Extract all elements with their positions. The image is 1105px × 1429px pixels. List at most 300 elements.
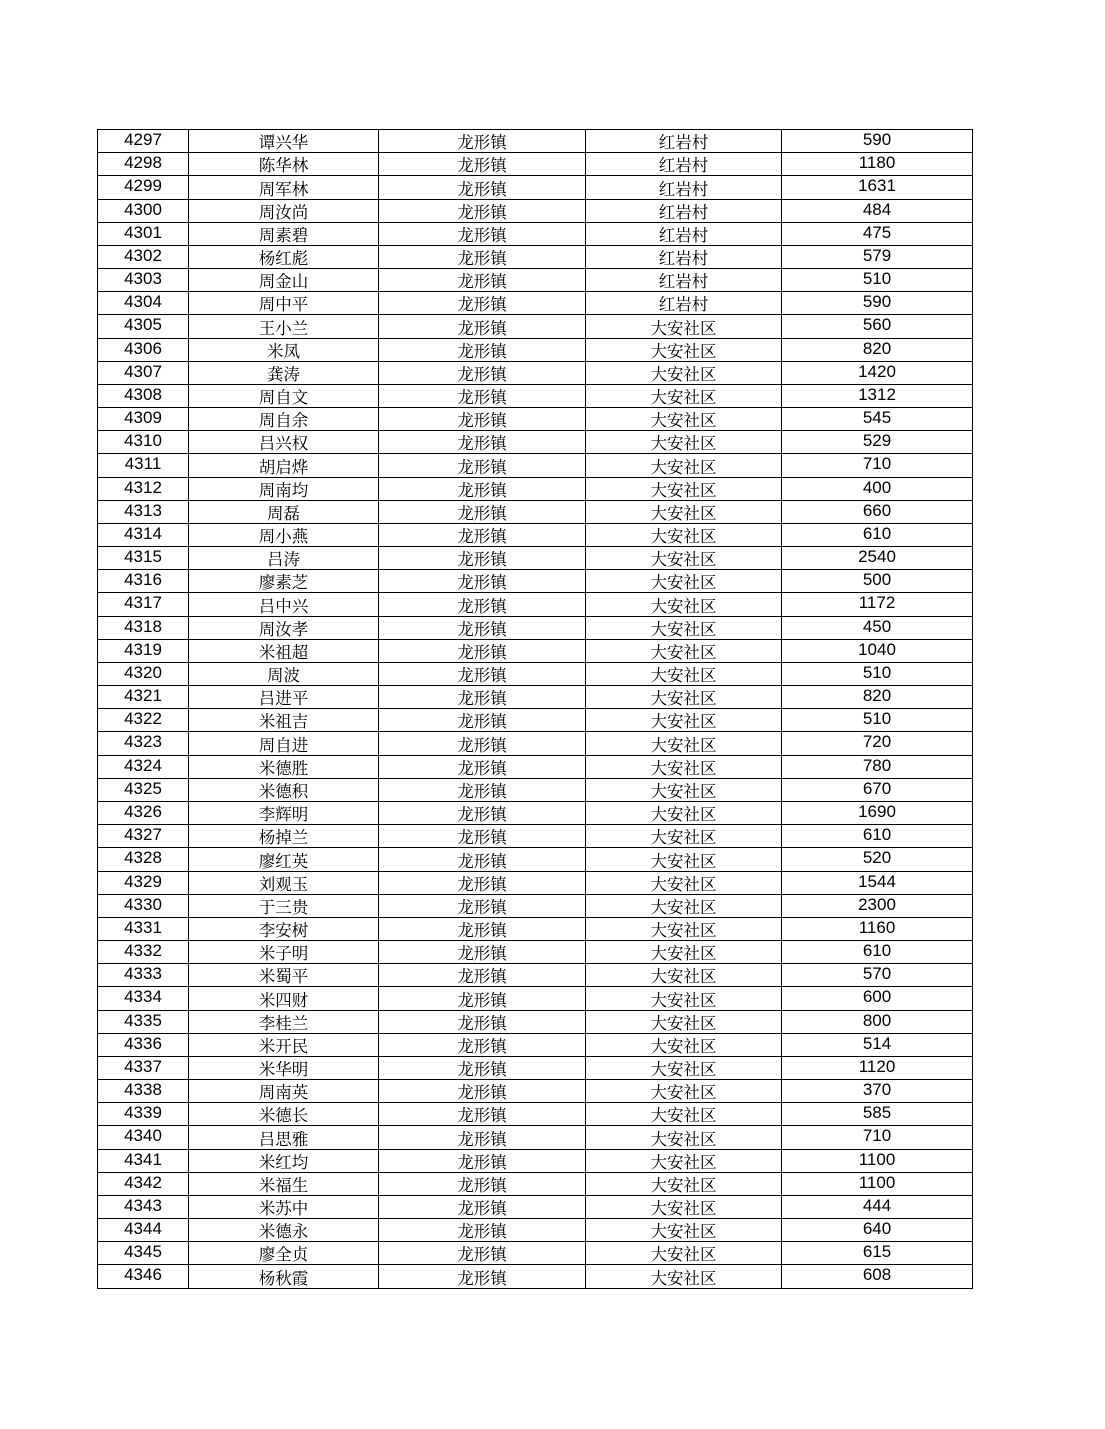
village-cell: 大安社区 bbox=[586, 1103, 782, 1126]
row-number-cell: 4337 bbox=[98, 1056, 189, 1079]
village-cell: 大安社区 bbox=[586, 801, 782, 824]
table-row bbox=[98, 1219, 973, 1242]
row-number-cell: 4315 bbox=[98, 547, 189, 570]
name-cell: 周自进 bbox=[189, 732, 379, 755]
row-number-cell: 4300 bbox=[98, 199, 189, 222]
amount-cell: 450 bbox=[782, 616, 973, 639]
amount-cell: 710 bbox=[782, 454, 973, 477]
table-row bbox=[98, 454, 973, 477]
table-row bbox=[98, 662, 973, 685]
name-cell: 吕进平 bbox=[189, 686, 379, 709]
town-cell: 龙形镇 bbox=[379, 801, 586, 824]
village-cell: 大安社区 bbox=[586, 1126, 782, 1149]
town-cell: 龙形镇 bbox=[379, 199, 586, 222]
name-cell: 周磊 bbox=[189, 500, 379, 523]
village-cell: 红岩村 bbox=[586, 269, 782, 292]
name-cell: 李安树 bbox=[189, 917, 379, 940]
amount-cell: 1312 bbox=[782, 384, 973, 407]
amount-cell: 1120 bbox=[782, 1056, 973, 1079]
name-cell: 吕思雅 bbox=[189, 1126, 379, 1149]
town-cell: 龙形镇 bbox=[379, 1172, 586, 1195]
row-number-cell: 4319 bbox=[98, 639, 189, 662]
town-cell: 龙形镇 bbox=[379, 778, 586, 801]
row-number-cell: 4310 bbox=[98, 431, 189, 454]
town-cell: 龙形镇 bbox=[379, 454, 586, 477]
name-cell: 周金山 bbox=[189, 269, 379, 292]
row-number-cell: 4327 bbox=[98, 825, 189, 848]
table-row bbox=[98, 778, 973, 801]
table-row bbox=[98, 431, 973, 454]
name-cell: 王小兰 bbox=[189, 315, 379, 338]
amount-cell: 510 bbox=[782, 709, 973, 732]
village-cell: 大安社区 bbox=[586, 593, 782, 616]
name-cell: 周波 bbox=[189, 662, 379, 685]
town-cell: 龙形镇 bbox=[379, 1010, 586, 1033]
name-cell: 米开民 bbox=[189, 1033, 379, 1056]
amount-cell: 820 bbox=[782, 338, 973, 361]
town-cell: 龙形镇 bbox=[379, 477, 586, 500]
town-cell: 龙形镇 bbox=[379, 1103, 586, 1126]
amount-cell: 590 bbox=[782, 130, 973, 153]
table-row bbox=[98, 1126, 973, 1149]
row-number-cell: 4338 bbox=[98, 1080, 189, 1103]
name-cell: 吕兴权 bbox=[189, 431, 379, 454]
amount-cell: 670 bbox=[782, 778, 973, 801]
table-row bbox=[98, 292, 973, 315]
table-row bbox=[98, 315, 973, 338]
row-number-cell: 4307 bbox=[98, 361, 189, 384]
village-cell: 大安社区 bbox=[586, 964, 782, 987]
village-cell: 大安社区 bbox=[586, 477, 782, 500]
table-row bbox=[98, 964, 973, 987]
amount-cell: 585 bbox=[782, 1103, 973, 1126]
name-cell: 吕中兴 bbox=[189, 593, 379, 616]
table-row bbox=[98, 987, 973, 1010]
name-cell: 米蜀平 bbox=[189, 964, 379, 987]
amount-cell: 400 bbox=[782, 477, 973, 500]
amount-cell: 600 bbox=[782, 987, 973, 1010]
town-cell: 龙形镇 bbox=[379, 269, 586, 292]
table-row bbox=[98, 500, 973, 523]
name-cell: 周汝尚 bbox=[189, 199, 379, 222]
village-cell: 大安社区 bbox=[586, 686, 782, 709]
town-cell: 龙形镇 bbox=[379, 130, 586, 153]
row-number-cell: 4314 bbox=[98, 523, 189, 546]
village-cell: 大安社区 bbox=[586, 1010, 782, 1033]
row-number-cell: 4326 bbox=[98, 801, 189, 824]
town-cell: 龙形镇 bbox=[379, 639, 586, 662]
row-number-cell: 4313 bbox=[98, 500, 189, 523]
table-row bbox=[98, 1195, 973, 1218]
amount-cell: 444 bbox=[782, 1195, 973, 1218]
amount-cell: 510 bbox=[782, 662, 973, 685]
table-row bbox=[98, 639, 973, 662]
village-cell: 红岩村 bbox=[586, 245, 782, 268]
name-cell: 米华明 bbox=[189, 1056, 379, 1079]
amount-cell: 510 bbox=[782, 269, 973, 292]
village-cell: 大安社区 bbox=[586, 639, 782, 662]
row-number-cell: 4342 bbox=[98, 1172, 189, 1195]
town-cell: 龙形镇 bbox=[379, 315, 586, 338]
amount-cell: 579 bbox=[782, 245, 973, 268]
table-row bbox=[98, 616, 973, 639]
name-cell: 胡启烨 bbox=[189, 454, 379, 477]
name-cell: 于三贵 bbox=[189, 894, 379, 917]
town-cell: 龙形镇 bbox=[379, 500, 586, 523]
table-row bbox=[98, 801, 973, 824]
amount-cell: 1172 bbox=[782, 593, 973, 616]
name-cell: 廖红英 bbox=[189, 848, 379, 871]
village-cell: 大安社区 bbox=[586, 1149, 782, 1172]
amount-cell: 475 bbox=[782, 222, 973, 245]
row-number-cell: 4304 bbox=[98, 292, 189, 315]
town-cell: 龙形镇 bbox=[379, 570, 586, 593]
data-table bbox=[97, 129, 973, 1289]
row-number-cell: 4346 bbox=[98, 1265, 189, 1288]
town-cell: 龙形镇 bbox=[379, 871, 586, 894]
name-cell: 杨红彪 bbox=[189, 245, 379, 268]
name-cell: 周军林 bbox=[189, 176, 379, 199]
table-row bbox=[98, 894, 973, 917]
amount-cell: 800 bbox=[782, 1010, 973, 1033]
name-cell: 周小燕 bbox=[189, 523, 379, 546]
amount-cell: 484 bbox=[782, 199, 973, 222]
village-cell: 大安社区 bbox=[586, 1219, 782, 1242]
table-row bbox=[98, 871, 973, 894]
name-cell: 米祖吉 bbox=[189, 709, 379, 732]
village-cell: 红岩村 bbox=[586, 222, 782, 245]
row-number-cell: 4343 bbox=[98, 1195, 189, 1218]
row-number-cell: 4324 bbox=[98, 755, 189, 778]
table-row bbox=[98, 338, 973, 361]
amount-cell: 610 bbox=[782, 523, 973, 546]
town-cell: 龙形镇 bbox=[379, 941, 586, 964]
village-cell: 大安社区 bbox=[586, 1265, 782, 1288]
row-number-cell: 4302 bbox=[98, 245, 189, 268]
row-number-cell: 4335 bbox=[98, 1010, 189, 1033]
row-number-cell: 4334 bbox=[98, 987, 189, 1010]
table-body bbox=[98, 130, 973, 1289]
table-row bbox=[98, 199, 973, 222]
name-cell: 米德积 bbox=[189, 778, 379, 801]
row-number-cell: 4340 bbox=[98, 1126, 189, 1149]
table-row bbox=[98, 1149, 973, 1172]
town-cell: 龙形镇 bbox=[379, 176, 586, 199]
name-cell: 周中平 bbox=[189, 292, 379, 315]
name-cell: 李辉明 bbox=[189, 801, 379, 824]
village-cell: 大安社区 bbox=[586, 871, 782, 894]
amount-cell: 590 bbox=[782, 292, 973, 315]
table-row bbox=[98, 384, 973, 407]
name-cell: 周南英 bbox=[189, 1080, 379, 1103]
amount-cell: 610 bbox=[782, 825, 973, 848]
table-row bbox=[98, 1010, 973, 1033]
amount-cell: 2540 bbox=[782, 547, 973, 570]
amount-cell: 2300 bbox=[782, 894, 973, 917]
town-cell: 龙形镇 bbox=[379, 547, 586, 570]
amount-cell: 1100 bbox=[782, 1149, 973, 1172]
table-row bbox=[98, 686, 973, 709]
name-cell: 谭兴华 bbox=[189, 130, 379, 153]
amount-cell: 560 bbox=[782, 315, 973, 338]
name-cell: 周自文 bbox=[189, 384, 379, 407]
name-cell: 米祖超 bbox=[189, 639, 379, 662]
amount-cell: 514 bbox=[782, 1033, 973, 1056]
town-cell: 龙形镇 bbox=[379, 686, 586, 709]
amount-cell: 500 bbox=[782, 570, 973, 593]
village-cell: 红岩村 bbox=[586, 292, 782, 315]
town-cell: 龙形镇 bbox=[379, 1219, 586, 1242]
name-cell: 龚涛 bbox=[189, 361, 379, 384]
village-cell: 大安社区 bbox=[586, 1172, 782, 1195]
amount-cell: 1040 bbox=[782, 639, 973, 662]
name-cell: 廖全贞 bbox=[189, 1242, 379, 1265]
village-cell: 大安社区 bbox=[586, 848, 782, 871]
table-row bbox=[98, 408, 973, 431]
amount-cell: 720 bbox=[782, 732, 973, 755]
row-number-cell: 4344 bbox=[98, 1219, 189, 1242]
town-cell: 龙形镇 bbox=[379, 245, 586, 268]
village-cell: 大安社区 bbox=[586, 1033, 782, 1056]
table-row bbox=[98, 755, 973, 778]
town-cell: 龙形镇 bbox=[379, 848, 586, 871]
town-cell: 龙形镇 bbox=[379, 662, 586, 685]
row-number-cell: 4339 bbox=[98, 1103, 189, 1126]
name-cell: 李桂兰 bbox=[189, 1010, 379, 1033]
town-cell: 龙形镇 bbox=[379, 1056, 586, 1079]
table-row bbox=[98, 825, 973, 848]
town-cell: 龙形镇 bbox=[379, 964, 586, 987]
row-number-cell: 4325 bbox=[98, 778, 189, 801]
table-row bbox=[98, 269, 973, 292]
row-number-cell: 4320 bbox=[98, 662, 189, 685]
village-cell: 大安社区 bbox=[586, 616, 782, 639]
name-cell: 米子明 bbox=[189, 941, 379, 964]
row-number-cell: 4311 bbox=[98, 454, 189, 477]
village-cell: 大安社区 bbox=[586, 431, 782, 454]
name-cell: 周南均 bbox=[189, 477, 379, 500]
amount-cell: 1180 bbox=[782, 153, 973, 176]
row-number-cell: 4316 bbox=[98, 570, 189, 593]
amount-cell: 1690 bbox=[782, 801, 973, 824]
row-number-cell: 4332 bbox=[98, 941, 189, 964]
amount-cell: 1631 bbox=[782, 176, 973, 199]
table-row bbox=[98, 1172, 973, 1195]
amount-cell: 1544 bbox=[782, 871, 973, 894]
village-cell: 大安社区 bbox=[586, 570, 782, 593]
town-cell: 龙形镇 bbox=[379, 616, 586, 639]
row-number-cell: 4333 bbox=[98, 964, 189, 987]
town-cell: 龙形镇 bbox=[379, 917, 586, 940]
table-row bbox=[98, 570, 973, 593]
table-row bbox=[98, 523, 973, 546]
row-number-cell: 4323 bbox=[98, 732, 189, 755]
town-cell: 龙形镇 bbox=[379, 1265, 586, 1288]
town-cell: 龙形镇 bbox=[379, 222, 586, 245]
row-number-cell: 4330 bbox=[98, 894, 189, 917]
amount-cell: 1420 bbox=[782, 361, 973, 384]
amount-cell: 610 bbox=[782, 941, 973, 964]
village-cell: 大安社区 bbox=[586, 500, 782, 523]
town-cell: 龙形镇 bbox=[379, 825, 586, 848]
table-row bbox=[98, 917, 973, 940]
row-number-cell: 4312 bbox=[98, 477, 189, 500]
amount-cell: 710 bbox=[782, 1126, 973, 1149]
village-cell: 红岩村 bbox=[586, 130, 782, 153]
village-cell: 红岩村 bbox=[586, 199, 782, 222]
village-cell: 大安社区 bbox=[586, 547, 782, 570]
name-cell: 米德永 bbox=[189, 1219, 379, 1242]
town-cell: 龙形镇 bbox=[379, 1242, 586, 1265]
table-row bbox=[98, 361, 973, 384]
town-cell: 龙形镇 bbox=[379, 1126, 586, 1149]
row-number-cell: 4328 bbox=[98, 848, 189, 871]
amount-cell: 520 bbox=[782, 848, 973, 871]
town-cell: 龙形镇 bbox=[379, 593, 586, 616]
name-cell: 米苏中 bbox=[189, 1195, 379, 1218]
amount-cell: 545 bbox=[782, 408, 973, 431]
village-cell: 大安社区 bbox=[586, 1080, 782, 1103]
village-cell: 大安社区 bbox=[586, 732, 782, 755]
town-cell: 龙形镇 bbox=[379, 338, 586, 361]
name-cell: 米德胜 bbox=[189, 755, 379, 778]
name-cell: 周汝孝 bbox=[189, 616, 379, 639]
village-cell: 红岩村 bbox=[586, 176, 782, 199]
town-cell: 龙形镇 bbox=[379, 431, 586, 454]
village-cell: 大安社区 bbox=[586, 338, 782, 361]
row-number-cell: 4308 bbox=[98, 384, 189, 407]
table-row bbox=[98, 732, 973, 755]
row-number-cell: 4321 bbox=[98, 686, 189, 709]
town-cell: 龙形镇 bbox=[379, 709, 586, 732]
village-cell: 大安社区 bbox=[586, 755, 782, 778]
town-cell: 龙形镇 bbox=[379, 1033, 586, 1056]
row-number-cell: 4309 bbox=[98, 408, 189, 431]
village-cell: 大安社区 bbox=[586, 408, 782, 431]
table-row bbox=[98, 222, 973, 245]
amount-cell: 570 bbox=[782, 964, 973, 987]
name-cell: 周自余 bbox=[189, 408, 379, 431]
row-number-cell: 4298 bbox=[98, 153, 189, 176]
town-cell: 龙形镇 bbox=[379, 361, 586, 384]
row-number-cell: 4303 bbox=[98, 269, 189, 292]
town-cell: 龙形镇 bbox=[379, 894, 586, 917]
amount-cell: 615 bbox=[782, 1242, 973, 1265]
town-cell: 龙形镇 bbox=[379, 1149, 586, 1172]
town-cell: 龙形镇 bbox=[379, 384, 586, 407]
town-cell: 龙形镇 bbox=[379, 1080, 586, 1103]
table-row bbox=[98, 245, 973, 268]
table-row bbox=[98, 1033, 973, 1056]
name-cell: 吕涛 bbox=[189, 547, 379, 570]
name-cell: 周素碧 bbox=[189, 222, 379, 245]
row-number-cell: 4329 bbox=[98, 871, 189, 894]
table-row bbox=[98, 1056, 973, 1079]
name-cell: 米四财 bbox=[189, 987, 379, 1010]
table-row bbox=[98, 547, 973, 570]
village-cell: 大安社区 bbox=[586, 894, 782, 917]
amount-cell: 529 bbox=[782, 431, 973, 454]
name-cell: 米德长 bbox=[189, 1103, 379, 1126]
village-cell: 大安社区 bbox=[586, 1242, 782, 1265]
village-cell: 大安社区 bbox=[586, 662, 782, 685]
row-number-cell: 4318 bbox=[98, 616, 189, 639]
village-cell: 大安社区 bbox=[586, 384, 782, 407]
table-row bbox=[98, 1265, 973, 1288]
row-number-cell: 4331 bbox=[98, 917, 189, 940]
town-cell: 龙形镇 bbox=[379, 292, 586, 315]
row-number-cell: 4301 bbox=[98, 222, 189, 245]
amount-cell: 608 bbox=[782, 1265, 973, 1288]
row-number-cell: 4306 bbox=[98, 338, 189, 361]
town-cell: 龙形镇 bbox=[379, 523, 586, 546]
table-row bbox=[98, 1103, 973, 1126]
row-number-cell: 4297 bbox=[98, 130, 189, 153]
village-cell: 大安社区 bbox=[586, 361, 782, 384]
town-cell: 龙形镇 bbox=[379, 987, 586, 1010]
amount-cell: 1160 bbox=[782, 917, 973, 940]
village-cell: 大安社区 bbox=[586, 454, 782, 477]
name-cell: 米红均 bbox=[189, 1149, 379, 1172]
table-row bbox=[98, 176, 973, 199]
amount-cell: 1100 bbox=[782, 1172, 973, 1195]
table-row bbox=[98, 153, 973, 176]
table-row bbox=[98, 130, 973, 153]
village-cell: 大安社区 bbox=[586, 1195, 782, 1218]
name-cell: 陈华林 bbox=[189, 153, 379, 176]
row-number-cell: 4341 bbox=[98, 1149, 189, 1172]
village-cell: 大安社区 bbox=[586, 778, 782, 801]
amount-cell: 640 bbox=[782, 1219, 973, 1242]
table-row bbox=[98, 477, 973, 500]
village-cell: 大安社区 bbox=[586, 523, 782, 546]
village-cell: 大安社区 bbox=[586, 987, 782, 1010]
table-row bbox=[98, 1242, 973, 1265]
table-row bbox=[98, 1080, 973, 1103]
row-number-cell: 4345 bbox=[98, 1242, 189, 1265]
row-number-cell: 4317 bbox=[98, 593, 189, 616]
row-number-cell: 4299 bbox=[98, 176, 189, 199]
name-cell: 刘观玉 bbox=[189, 871, 379, 894]
town-cell: 龙形镇 bbox=[379, 408, 586, 431]
village-cell: 大安社区 bbox=[586, 1056, 782, 1079]
village-cell: 大安社区 bbox=[586, 315, 782, 338]
table-row bbox=[98, 593, 973, 616]
name-cell: 杨秋霞 bbox=[189, 1265, 379, 1288]
name-cell: 米凤 bbox=[189, 338, 379, 361]
table-row bbox=[98, 848, 973, 871]
table-row bbox=[98, 941, 973, 964]
town-cell: 龙形镇 bbox=[379, 732, 586, 755]
name-cell: 米福生 bbox=[189, 1172, 379, 1195]
row-number-cell: 4305 bbox=[98, 315, 189, 338]
name-cell: 杨掉兰 bbox=[189, 825, 379, 848]
amount-cell: 820 bbox=[782, 686, 973, 709]
amount-cell: 780 bbox=[782, 755, 973, 778]
town-cell: 龙形镇 bbox=[379, 755, 586, 778]
amount-cell: 660 bbox=[782, 500, 973, 523]
village-cell: 大安社区 bbox=[586, 917, 782, 940]
village-cell: 大安社区 bbox=[586, 825, 782, 848]
village-cell: 红岩村 bbox=[586, 153, 782, 176]
row-number-cell: 4336 bbox=[98, 1033, 189, 1056]
town-cell: 龙形镇 bbox=[379, 153, 586, 176]
village-cell: 大安社区 bbox=[586, 709, 782, 732]
table-row bbox=[98, 709, 973, 732]
name-cell: 廖素芝 bbox=[189, 570, 379, 593]
town-cell: 龙形镇 bbox=[379, 1195, 586, 1218]
row-number-cell: 4322 bbox=[98, 709, 189, 732]
